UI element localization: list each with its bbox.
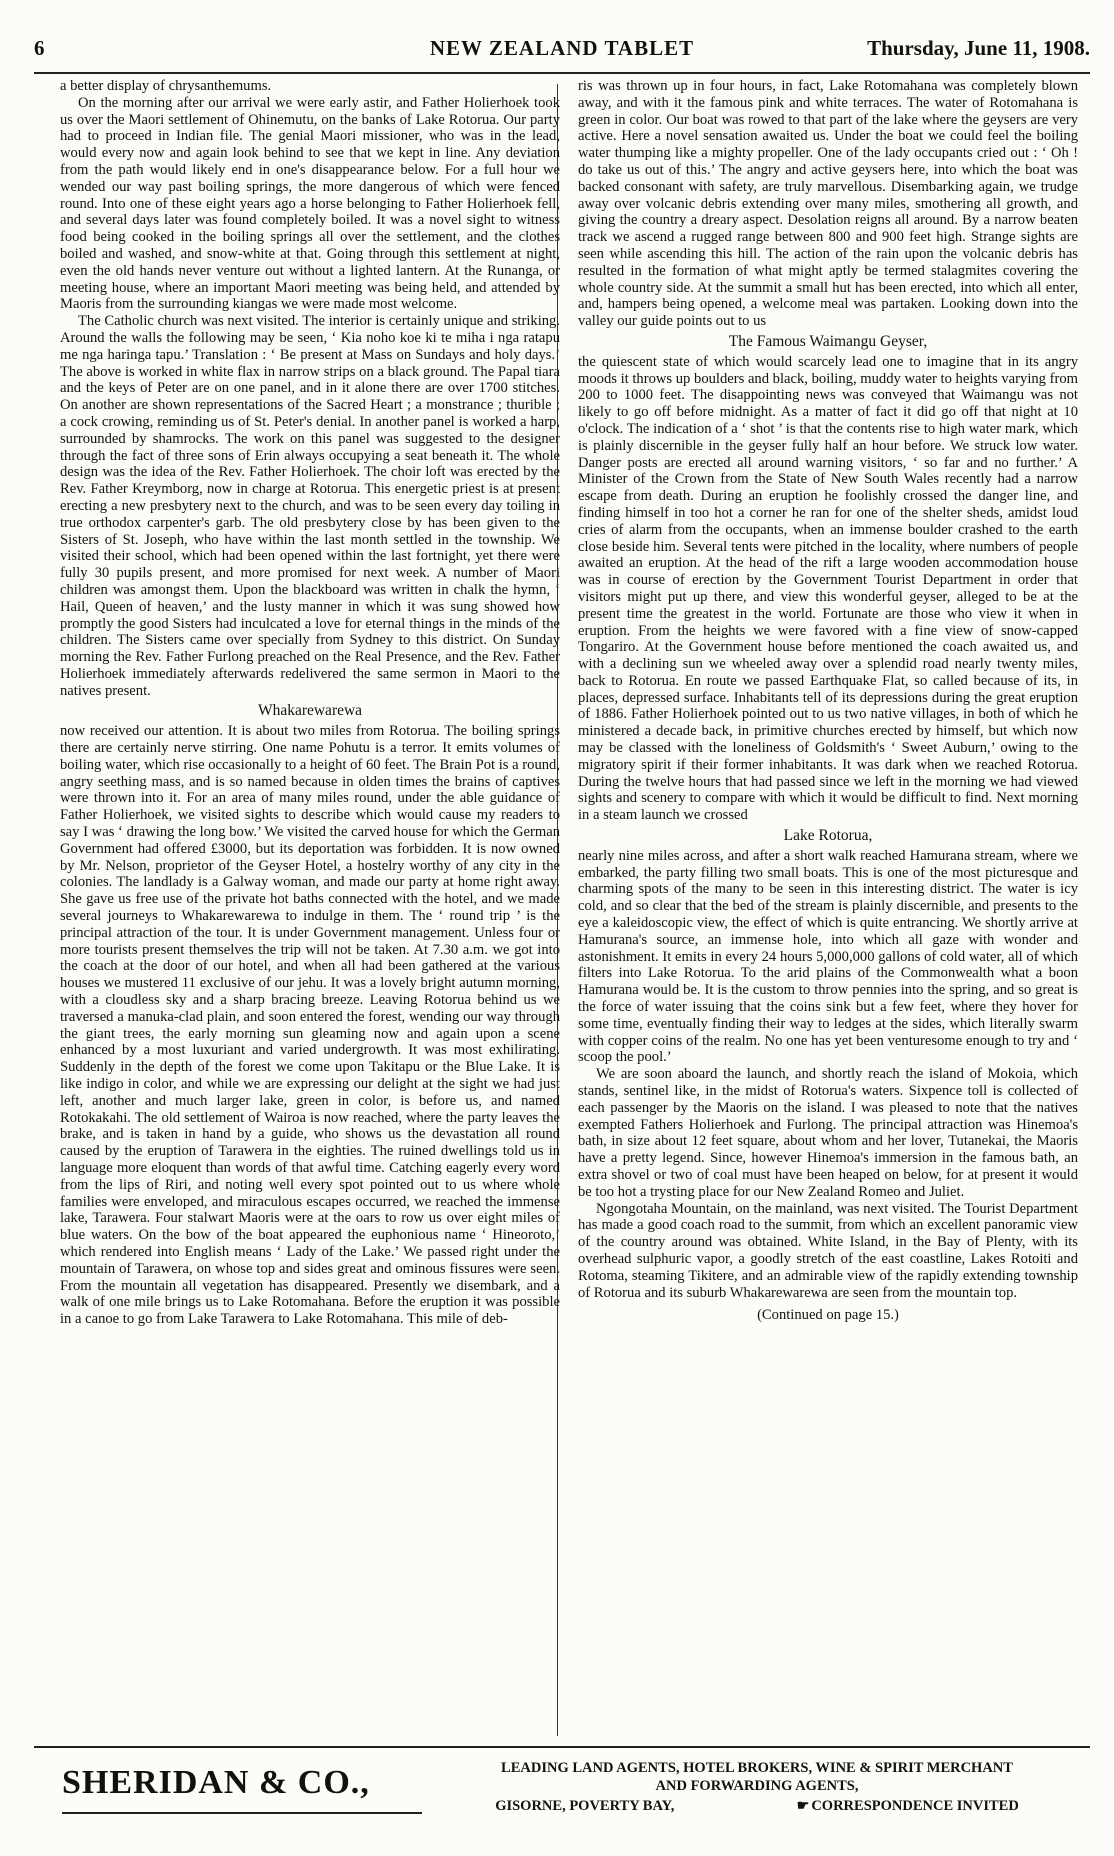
paragraph: now received our attention. It is about two miles from Rotorua. The boiling springs there are certainly nerve stirring. One name Pohutu is a terror. It emits volumes of boiling water, which rise occasionally to a height of 60 feet. The Brain Pot is a round, angry seething mass, and is so named because in olden times the brains of captives were thrown into it. For an area of many miles round, under the able guidance of Father Holierhoek, we visited sights to describe which would cause my readers to say I was ‘ drawing the long bow.’ We visited the carved house for which the German Government had offered £3000, but its deportation was forbidden. It is now owned by Mr. Nelson, proprietor of the Geyser Hotel, a hostelry worthy of any city in the colonies. The landlady is a Galway woman, and made our party at home right away. She gave us free use of the private hot baths connected with the hotel, and we made several journeys to Whakarewarewa to indulge in them. The ‘ round trip ’ is the principal attraction of the tour. It is under Government management. Unless four or more tourists present themselves the trip will not be taken. At 7.30 a.m. we got into the coach at the door of our hotel, and when all had been gathered at the various houses we mustered 11 exclusive of our jehu. It was a lovely bright autumn morning, with a cloudless sky and a sharp bracing breeze. Leaving Rotorua behind us we traversed a manuka-clad plain, and soon entered the forest, wending our way through the giant trees, the early morning sun gleaming now and again upon a scene enhanced by a most luxuriant and varied undergrowth. It was most exhilirating. Suddenly in the depth of the forest we come upon Takitapu or the Blue Lake. It is like indigo in color, and while we are expressing our delight at the sight we had just left, another and much larger lake, green in color, is before us, and named Rotokakahi. The old settlement of Wairoa is now reached, where the party leaves the brake, and is taken in hand by a guide, who shows us the devastation all round caused by the eruption of Tarawera in the eighties. The ruined dwellings told us in language more eloquent than words of that awful time. Catching eagerly every word from the lips of Riri, and noting well every spot pointed out to us where whole families were enveloped, and miraculous escapes occurred, we reached the immense lake, Tarawera. Four stalwart Maoris were at the oars to row us over eight miles of blue waters. On the bow of the boat appeared the euphonious name ‘ Hineoroto,’ which rendered into English means ‘ Lady of the Lake.’ We passed right under the mountain of Tarawera, on whose top and sides great and ominous fissures were seen. From the mountain all vegetation has disappeared. Presently we disembark, and a walk of one mile brings us to Lake Rotomahana. Before the eruption it was possible in a canoe to go from Lake Tarawera to Lake Rotomahana. This mile of deb- xyxy=(60,723,560,1328)
issue-date: Thursday, June 11, 1908. xyxy=(867,36,1090,60)
advertisement xyxy=(34,1756,1090,1836)
header-rule xyxy=(34,72,1090,74)
paragraph: On the morning after our arrival we were early astir, and Father Holierhoek took us over the Maori settlement of Ohinemutu, on the banks of Lake Rotorua. Our party had to proceed in Indian file. The genial Maori missioner, who was in the lead, would every now and again look behind to see that we kept in line. Any deviation from the path would likely end in one's disappearance below. For a full hour we wended our way past boiling springs, the more dangerous of which were fenced round. Into one of these eight years ago a horse belonging to Father Holierhoek fell, and several days later was found completely boiled. It was a novel sight to witness food being cooked in the boiling springs all over the settlement, and the clothes boiled and washed, and snow-white at that. Going through this settlement at night, even the old hands never venture out without a lighted lantern. At the Runanga, or meeting house, where an important Maori meeting was being held, and attended by Maoris from the surrounding kiangas we were made most welcome. xyxy=(60,94,560,313)
subheading-lake-rotorua: Lake Rotorua, xyxy=(783,827,873,845)
column-divider xyxy=(557,84,558,1736)
ad-location: GISORNE, POVERTY BAY, xyxy=(495,1798,675,1814)
ad-contact-line xyxy=(434,1798,1080,1815)
page-number: 6 xyxy=(34,36,45,60)
publication-title: NEW ZEALAND TABLET xyxy=(429,36,695,60)
paragraph: nearly nine miles across, and after a short walk reached Hamurana stream, where we embarked, the party filling two small boats. This is one of the most picturesque and charming spots of the many to be seen in this interesting district. The water is icy cold, and so clear that the bed of the stream is plainly discernible, and presents to the eye a kaleidoscopic view, the effect of which is quite entrancing. We shortly arrive at Hamurana's source, an immense hole, into which all gaze with wonder and astonishment. It emits in every 24 hours 5,000,000 gallons of cold water, all of which filters into Lake Rotorua. To the arid plains of the Commonwealth what a boon Hamurana would be. It is the custom to throw pennies into the spring, and so great is the force of water issuing that the coins sink but a few feet, where they hover for some time, eventually finding their way to ledges at the sides, which literally swarm with copper coins of the realm. No one has yet been venturesome enough to try and ‘ scoop the pool.’ xyxy=(578,847,1078,1066)
continued-note: (Continued on page 15.) xyxy=(757,1307,899,1324)
paragraph: a better display of chrysanthemums. xyxy=(60,78,272,94)
advertiser-underline xyxy=(62,1812,422,1814)
paragraph: ris was thrown up in four hours, in fact, Lake Rotomahana was completely blown away, and with it the famous pink and white terraces. The water of Rotomahana is green in color. Our boat was rowed to that part of the lake where the geysers are very active. Here a novel sensation awaited us. Under the boat we could feel the boiling water thumping like a mighty propeller. One of the lady occupants cried out : ‘ Oh ! do take us out of this.’ The angry and active geysers here, into which the boat was backed consonant with safety, are truly marvellous. Disembarking again, we trudge away over volcanic debris extending over many miles, smothering all growth, and giving the country a dreary aspect. Desolation reigns all around. By a narrow beaten track we ascend a rugged range between 800 and 900 feet high. Strange sights are seen while ascending this hill. The action of the rain upon the volcanic debris has resulted in the formation of what might aptly be termed stalagmites covering the whole country side. At the summit a small hut has been erected, into which all enter, and, hampers being opened, a welcome meal was partaken. Looking down into the valley our guide points out to us xyxy=(578,78,1078,330)
paragraph: Ngongotaha Mountain, on the mainland, was next visited. The Tourist Department has made a good coach road to the summit, from which an excellent panoramic view of the country around was obtained. White Island, in the Bay of Plenty, with its overhead sulphuric vapor, a goodly stretch of the east coastline, Lakes Rotoiti and Rotoma, steaming Tikitere, and an admirable view of the rapidly extending township of Rotorua and its suburb Whakarewarewa are seen from the mountain top. xyxy=(578,1200,1078,1301)
paragraph: The Catholic church was next visited. The interior is certainly unique and striking. Around the walls the following may be seen, ‘ Kia noho koe ki te miha i nga ratapu me nga haringa tapu.’ Translation : ‘ Be present at Mass on Sundays and holy days.’ The above is worked in white flax in narrow strips on a black ground. The Papal tiara and the keys of Peter are on one panel, and in it alone there are over 1700 stitches. On another are shown representations of the Sacred Heart ; a monstrance ; thurible ; a cock crowing, reminding us of St. Peter's denial. In another panel is worked a harp, surrounded by shamrocks. The work on this panel was suggested to the designer through the fact of three sons of Erin always occupying a seat beneath it. The whole design was the idea of the Rev. Father Holierhoek. The choir loft was erected by the Rev. Father Kreymborg, now in charge at Rotorua. This energetic priest is at present erecting a new presbytery next to the church, and was to be seen every day toiling in true orthodox carpenter's garb. The old presbytery close by has been given to the Sisters of St. Joseph, who have within the last month settled in the township. We visited their school, which had been opened within the last fortnight, yet there were fully 30 pupils present, and more promised for next week. A number of Maori children was amongst them. Upon the blackboard was written in chalk the hymn, ‘ Hail, Queen of heaven,’ and the lusty manner in which it was sung showed how promptly the good Sisters had inculcated a love for eternal things in the minds of the children. The Sisters came over specially from Sydney to this district. On Sunday morning the Rev. Father Furlong preached on the Real Presence, and the Rev. Father Holierhoek immediately afterwards redelivered the same sermon in Maori to the natives present. xyxy=(60,313,560,699)
subheading-whakarewarewa: Whakarewarewa xyxy=(257,702,363,720)
ad-services-cont: AND FORWARDING AGENTS, xyxy=(655,1778,859,1794)
subheading-waimangu-geyser: The Famous Waimangu Geyser, xyxy=(728,332,928,350)
right-column xyxy=(578,78,1078,1742)
ad-correspondence-text: CORRESPONDENCE INVITED xyxy=(811,1798,1019,1814)
ad-correspondence xyxy=(797,1798,1019,1815)
left-column xyxy=(60,78,560,1742)
masthead xyxy=(34,36,1090,66)
paragraph: the quiescent state of which would scarcely lead one to imagine that in its angry moods it throws up boulders and black, boiling, muddy water to heights varying from 200 to 1000 feet. The disappointing news was conveyed that Waimangu was not likely to go off before midnight. As a matter of fact it did go off that night at 10 o'clock. The indication of a ‘ shot ’ is that the contents rise to high water mark, which is plainly discernible in the geyser fully half an hour before. We struck low water. Danger posts are erected all around warning visitors, ‘ so far and no further.’ A Minister of the Crown from the State of New South Wales recently had a narrow escape from death. During an eruption he foolishly crossed the danger line, and finding himself in too hot a corner he ran for one of the shelter sheds, amidst loud cries of alarm from the occupants, when an immense boulder crashed to the earth close beside him. Several tents were pitched in the locality, where numbers of people awaited an eruption. At the head of the rift a large wooden accommodation house was in course of erection by the Government Tourist Department in order that visitors might put up there, and view this wonderful geyser, alleged to be at the present time the greatest in the world. Fortunate are those who view it when in eruption. From the heights we were favored with a fine view of snow-capped Tongariro. At the Government house before mentioned the coach awaited us, and with a declining sun we wheeled away over a splendid road nearly twenty miles, back to Rotorua. En route we passed Earthquake Flat, so called because of its, in places, depressed surface. Inhabitants tell of its depressions during the great eruption of 1886. Father Holierhoek pointed out to us two native villages, in both of which he ministered a decade back, in primitive churches erected by himself, but which now may be classed with the loneliness of Goldsmith's ‘ Sweet Auburn,’ owing to the migratory spirit if their former inhabitants. It was dark when we reached Rotorua. During the twelve hours that had passed since we left in the morning we had viewed sights and scenery to compare with which it would be difficult to find. Next morning in a steam launch we crossed xyxy=(578,353,1078,824)
ad-services: LEADING LAND AGENTS, HOTEL BROKERS, WINE & SPIRIT MERCHANT xyxy=(501,1760,1013,1776)
advertiser-name: SHERIDAN & CO., xyxy=(62,1764,370,1801)
footer-rule xyxy=(34,1746,1090,1748)
paragraph: We are soon aboard the launch, and shortly reach the island of Mokoia, which stands, sentinel like, in the midst of Rotorua's waters. Sixpence toll is collected of each passenger by the Maoris on the island. I was pleased to note that the natives exempted Fathers Holierhoek and Furlong. The principal attraction was Hinemoa's bath, in size about 12 feet square, about whom and her lover, Tutanekai, the Maoris have a pretty legend. Since, however Hinemoa's immersion in the famous bath, an extra shovel or two of coal must have been heaped on below, for at present it would be too hot a trysting place for our New Zealand Romeo and Juliet. xyxy=(578,1066,1078,1200)
pointing-hand-icon: ☛ xyxy=(796,1799,810,1814)
